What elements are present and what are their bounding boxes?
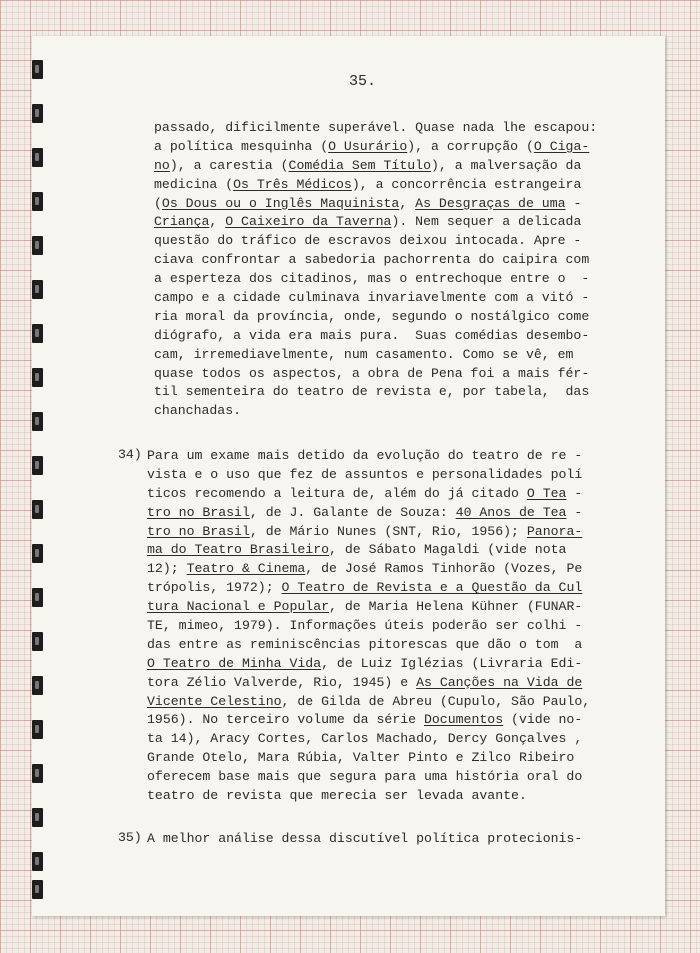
text-line (154, 119, 597, 138)
text-line (147, 711, 590, 730)
text-segment: vista e o uso que fez de assuntos e personalidades polí (147, 466, 583, 482)
text-segment: - (566, 485, 583, 501)
text-segment: ). Nem sequer a delicada (391, 214, 582, 230)
text-segment: TE, mimeo, 1979). Informações úteis poderão ser colhi - (147, 618, 583, 634)
binding-hole (32, 60, 43, 79)
text-segment: , de J. Galante de Souza: (249, 504, 456, 520)
text-segment: tora Zélio Valverde, Rio, 1945) e (147, 674, 417, 690)
text-segment: diógrafo, a vida era mais pura. Suas comédias desembo- (154, 327, 590, 343)
text-segment: ta 14), Aracy Cortes, Carlos Machado, Dercy Gonçalves , (147, 731, 583, 747)
text-segment: questão do tráfico de escravos deixou intocada. Apre - (154, 233, 582, 249)
underlined-title: tura Nacional e Popular (147, 599, 330, 615)
underlined-title: Os Dous ou o Inglês Maquinista (161, 195, 400, 211)
underlined-title: Vicente Celestino (147, 693, 282, 709)
binding-hole (32, 324, 43, 343)
text-line (154, 213, 597, 232)
text-segment: medicina ( (154, 176, 234, 192)
text-line (147, 466, 590, 485)
footnote-34 (147, 447, 590, 806)
text-line (147, 787, 590, 806)
text-line (147, 636, 590, 655)
text-line (154, 289, 597, 308)
underlined-title: no (154, 157, 170, 173)
text-segment: passado, dificilmente superável. Quase nada lhe escapou: (154, 120, 598, 135)
binding-holes (32, 60, 46, 900)
text-segment: Para um exame mais detido da evolução do teatro de re - (147, 448, 583, 463)
text-segment: - (565, 195, 582, 211)
text-segment: , (209, 214, 226, 230)
text-segment: , de Maria Helena Kühner (FUNAR- (329, 599, 583, 615)
text-line (147, 579, 590, 598)
underlined-title: As Canções na Vida de (416, 674, 583, 690)
text-line (147, 598, 590, 617)
text-segment: ), a corrupção ( (407, 138, 534, 154)
text-line (154, 270, 597, 289)
text-line (147, 749, 590, 768)
binding-hole (32, 880, 43, 899)
text-line (154, 232, 597, 251)
text-line (154, 402, 597, 421)
text-segment: quase todos os aspectos, a obra de Pena foi a mais fér- (154, 365, 590, 381)
underlined-title: Os Três Médicos (233, 176, 352, 192)
text-line (147, 485, 590, 504)
binding-hole (32, 632, 43, 651)
text-line (154, 157, 597, 176)
text-line (147, 768, 590, 787)
text-segment: ticos recomendo a leitura de, além do já citado (147, 485, 527, 501)
binding-hole (32, 544, 43, 563)
text-segment: , de Luiz Iglézias (Livraria Edi- (321, 655, 583, 671)
text-line (147, 523, 590, 542)
text-segment: (vide no- (503, 712, 583, 728)
text-line (147, 617, 590, 636)
text-segment: a política mesquinha ( (154, 138, 329, 154)
text-segment: 1956). No terceiro volume da série (147, 712, 424, 728)
text-segment: A melhor análise dessa discutível política protecionis- (147, 831, 583, 846)
text-line (147, 693, 590, 712)
text-segment: ), a malversação da (431, 157, 582, 173)
underlined-title: As Desgraças de uma (415, 195, 566, 211)
binding-hole (32, 236, 43, 255)
underlined-title: Comédia Sem Título (288, 157, 431, 173)
binding-hole (32, 104, 43, 123)
underlined-title: O Usurário (328, 138, 408, 154)
binding-hole (32, 368, 43, 387)
underlined-title: Teatro & Cinema (186, 561, 306, 577)
underlined-title: Documentos (423, 712, 504, 728)
binding-hole (32, 588, 43, 607)
text-segment: das entre as reminiscências pitorescas que dão o tom a (147, 636, 583, 652)
underlined-title: Criança (154, 214, 210, 230)
footnote-marker-35: 35) (118, 830, 142, 845)
text-segment: , de Gilda de Abreu (Cupulo, São Paulo, (281, 693, 591, 709)
text-segment: chanchadas. (154, 403, 242, 419)
text-segment: teatro de revista que merecia ser levada avante. (147, 788, 527, 804)
text-line (154, 138, 597, 157)
underlined-title: 40 Anos de Tea (455, 504, 567, 520)
underlined-title: ma do Teatro Brasileiro (147, 542, 330, 558)
text-line (154, 308, 597, 327)
text-line (147, 541, 590, 560)
text-line (154, 251, 597, 270)
text-line (147, 504, 590, 523)
text-segment: , de José Ramos Tinhorão (Vozes, Pe (305, 561, 583, 577)
text-segment: , (399, 195, 416, 211)
binding-hole (32, 764, 43, 783)
text-segment: , de Sábato Magaldi (vide nota (329, 542, 567, 558)
underlined-title: O Tea (526, 485, 567, 501)
binding-hole (32, 192, 43, 211)
binding-hole (32, 456, 43, 475)
binding-hole (32, 720, 43, 739)
text-segment: ciava confrontar a sabedoria pachorrenta do caipira com (154, 252, 590, 268)
binding-hole (32, 852, 43, 871)
binding-hole (32, 280, 43, 299)
binding-hole (32, 148, 43, 167)
underlined-title: Panora- (526, 523, 583, 539)
text-segment: til sementeira do teatro de revista e, por tabela, das (154, 384, 590, 400)
text-segment: Grande Otelo, Mara Rúbia, Valter Pinto e Zilco Ribeiro (147, 750, 575, 766)
text-line (147, 830, 582, 849)
text-line (154, 383, 597, 402)
text-segment: trópolis, 1972); (147, 580, 282, 596)
text-line (154, 176, 597, 195)
text-segment: 12); (147, 561, 187, 577)
text-segment: cam, irremediavelmente, num casamento. Como se vê, em (154, 346, 574, 362)
text-line (147, 447, 590, 466)
footnote-marker-34: 34) (118, 447, 142, 462)
underlined-title: O Caixeiro da Taverna (225, 214, 392, 230)
text-segment: ), a concorrência estrangeira (351, 176, 582, 192)
text-line (147, 655, 590, 674)
underlined-title: O Teatro de Revista e a Questão da Cul (281, 580, 583, 596)
text-line (147, 730, 590, 749)
text-line (154, 327, 597, 346)
text-line (154, 365, 597, 384)
text-segment: campo e a cidade culminava invariavelmente com a vitó - (154, 290, 590, 306)
underlined-title: tro no Brasil (147, 523, 250, 539)
footnote-35 (147, 830, 582, 849)
text-line (154, 195, 597, 214)
text-segment: , de Mário Nunes (SNT, Rio, 1956); (249, 523, 527, 539)
binding-hole (32, 808, 43, 827)
text-segment: oferecem base mais que segura para uma história oral do (147, 769, 583, 785)
underlined-title: O Ciga- (533, 138, 590, 154)
text-segment: a esperteza dos citadinos, mas o entrechoque entre o - (154, 271, 590, 287)
page-number: 35. (349, 73, 377, 90)
underlined-title: tro no Brasil (147, 504, 250, 520)
binding-hole (32, 676, 43, 695)
binding-hole (32, 412, 43, 431)
text-line (154, 346, 597, 365)
underlined-title: O Teatro de Minha Vida (147, 655, 322, 671)
paragraph-continuation (154, 119, 597, 421)
text-segment: - (566, 504, 583, 520)
text-line (147, 674, 590, 693)
text-segment: ( (154, 195, 162, 211)
text-line (147, 560, 590, 579)
text-segment: ria moral da província, onde, segundo o nostálgico come (154, 308, 590, 324)
binding-hole (32, 500, 43, 519)
text-segment: ), a carestia ( (169, 157, 289, 173)
